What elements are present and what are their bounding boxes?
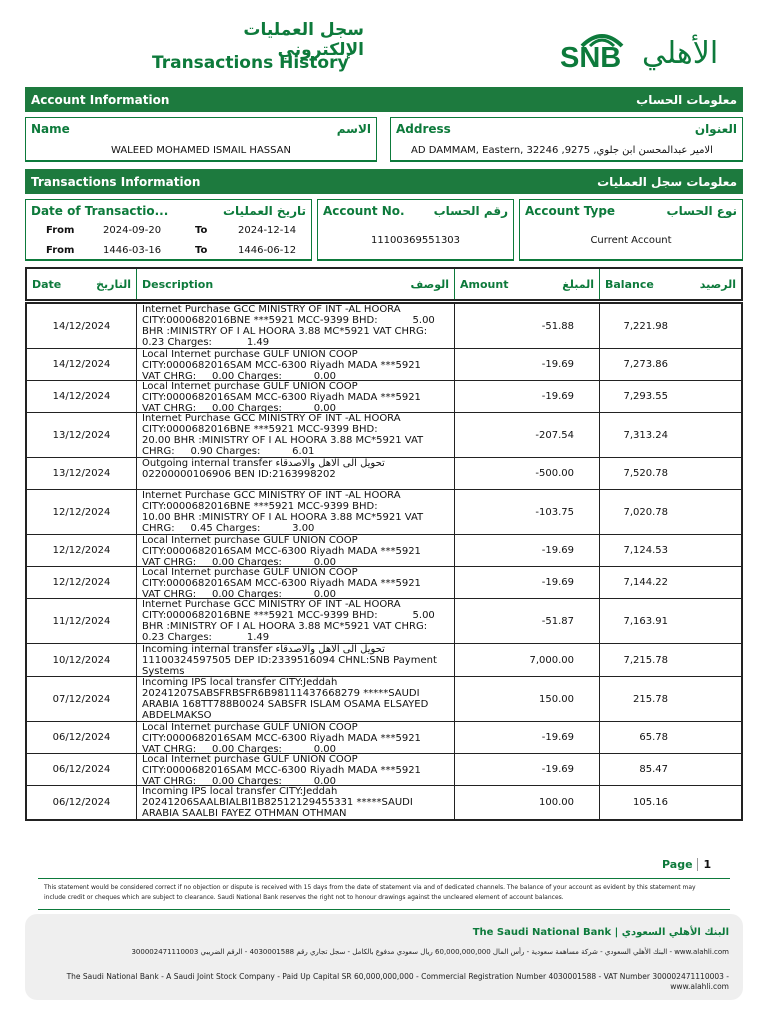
description-text: Local Internet purchase GULF UNION COOP CITY:0000682016SAM MCC-6300 Riyadh MADA ***5921 VAT CHRG: 0.00 Charges: 0.00 bbox=[142, 535, 421, 566]
cell-balance: 105.16 bbox=[633, 797, 668, 808]
page-title: Transactions History bbox=[152, 53, 349, 73]
footer-line-english: The Saudi National Bank - A Saudi Joint Stock Company - Paid Up Capital SR 60,000,000,000 - Commercial Registration Number 4030001588 - VAT Number 300002471110003 - www.alahli.com bbox=[66, 972, 729, 991]
transactions-information-bar bbox=[25, 169, 743, 194]
bar-label-en: Account Information bbox=[31, 92, 170, 107]
cell-balance: 215.78 bbox=[633, 693, 668, 705]
footer-bank-name: The Saudi National Bank | البنك الأهلي السعودي bbox=[472, 927, 729, 938]
date-range-box bbox=[25, 199, 312, 261]
cell-date: 07/12/2024 bbox=[27, 677, 137, 721]
cell-date: 12/12/2024 bbox=[27, 535, 137, 566]
snb-logo bbox=[560, 30, 732, 76]
description-text: Internet Purchase GCC MINISTRY OF INT -AL HOORA CITY:0000682016BNE ***5921 MCC-9399 BHD: 20.00 BHR :MINISTRY OF I AL HOORA 3.88 MC*5921 VAT CHRG: 0.90 Charges: 6.01 bbox=[142, 413, 424, 457]
cell-amount: 7,000.00 bbox=[455, 644, 600, 676]
bar-label-ar: معلومات الحساب bbox=[636, 92, 737, 107]
cell-amount: -103.75 bbox=[455, 490, 600, 534]
header-date-en: Date bbox=[32, 277, 62, 291]
table-row bbox=[27, 458, 741, 490]
cell-balance: 7,221.98 bbox=[623, 320, 668, 332]
name-box bbox=[25, 117, 377, 162]
table-row bbox=[27, 786, 741, 819]
description-text: Local Internet purchase GULF UNION COOP CITY:0000682016SAM MCC-6300 Riyadh MADA ***5921 VAT CHRG: 0.00 Charges: 0.00 bbox=[142, 722, 421, 753]
statement-disclaimer: This statement would be considered correct if no objection or dispute is received with 15 days from the date of statement via and of dedicated channels. The balance of your account as evident by this statement may include credit or cheques which are subject to clearance. Saudi National Bank reserves the right not to honour drawings against the uncleared element of account balances. bbox=[44, 884, 696, 901]
to-date-greg: 2024-12-14 bbox=[238, 225, 297, 236]
cell-amount: -19.69 bbox=[455, 535, 600, 566]
cell-description bbox=[137, 786, 455, 819]
cell-date: 06/12/2024 bbox=[27, 722, 137, 753]
header-balance bbox=[600, 269, 741, 299]
header-date bbox=[27, 269, 137, 299]
header-description-en: Description bbox=[142, 277, 214, 291]
cell-balance: 7,215.78 bbox=[623, 654, 668, 666]
name-label: Name bbox=[31, 122, 70, 136]
account-number-value: 11100369551303 bbox=[370, 235, 461, 246]
page-number bbox=[662, 858, 711, 871]
cell-balance: 7,144.22 bbox=[623, 577, 668, 588]
cell-amount: -500.00 bbox=[455, 458, 600, 489]
table-row bbox=[27, 644, 741, 677]
description-text: Local Internet purchase GULF UNION COOP CITY:0000682016SAM MCC-6300 Riyadh MADA ***5921 VAT CHRG: 0.00 Charges: 0.00 bbox=[142, 754, 421, 785]
account-type-value: Current Account bbox=[590, 235, 672, 246]
account-number-label-ar: رقم الحساب bbox=[433, 204, 508, 218]
cell-date: 14/12/2024 bbox=[27, 381, 137, 412]
cell-balance: 65.78 bbox=[639, 732, 668, 743]
table-row bbox=[27, 490, 741, 535]
table-row bbox=[27, 304, 741, 349]
description-text: Local Internet purchase GULF UNION COOP CITY:0000682016SAM MCC-6300 Riyadh MADA ***5921 VAT CHRG: 0.00 Charges: 0.00 bbox=[142, 567, 421, 598]
cell-date: 13/12/2024 bbox=[27, 458, 137, 489]
cell-balance: 7,163.91 bbox=[623, 615, 668, 627]
cell-balance: 7,020.78 bbox=[623, 506, 668, 518]
account-information-bar bbox=[25, 87, 743, 112]
cell-description bbox=[137, 754, 455, 785]
account-type-box bbox=[519, 199, 743, 261]
from-date-hijri: 1446-03-16 bbox=[103, 245, 162, 256]
cell-description bbox=[137, 567, 455, 598]
to-date-hijri: 1446-06-12 bbox=[238, 245, 297, 256]
cell-description bbox=[137, 304, 455, 348]
divider bbox=[38, 909, 730, 910]
address-box bbox=[390, 117, 743, 162]
table-header bbox=[25, 267, 743, 301]
cell-description bbox=[137, 490, 455, 534]
date-range-label: Date of Transactio... bbox=[31, 204, 169, 218]
date-range-label-ar: تاريخ العمليات bbox=[222, 204, 306, 218]
header-balance-en: Balance bbox=[605, 277, 654, 291]
cell-date: 10/12/2024 bbox=[27, 644, 137, 676]
to-label: To bbox=[195, 225, 208, 236]
name-value: WALEED MOHAMED ISMAIL HASSAN bbox=[111, 145, 291, 156]
cell-amount: 150.00 bbox=[455, 677, 600, 721]
cell-balance: 7,313.24 bbox=[623, 429, 668, 441]
header-amount-en: Amount bbox=[460, 277, 509, 291]
cell-date: 13/12/2024 bbox=[27, 413, 137, 457]
cell-date: 06/12/2024 bbox=[27, 754, 137, 785]
cell-description bbox=[137, 535, 455, 566]
from-label: From bbox=[46, 225, 75, 236]
cell-amount: -51.87 bbox=[455, 599, 600, 643]
table-row bbox=[27, 349, 741, 381]
header-description bbox=[137, 269, 455, 299]
cell-amount: 100.00 bbox=[455, 786, 600, 819]
page-title-arabic: سجل العمليات الإلكتروني bbox=[243, 20, 364, 60]
cell-description bbox=[137, 458, 455, 489]
cell-date: 12/12/2024 bbox=[27, 567, 137, 598]
cell-balance: 85.47 bbox=[639, 764, 668, 775]
divider bbox=[38, 878, 730, 879]
cell-description bbox=[137, 722, 455, 753]
header-date-ar: التاريخ bbox=[96, 277, 131, 291]
table-row bbox=[27, 381, 741, 413]
address-value: AD DAMMAM, Eastern, 32246 ,9275 ,الامير عبدالمحسن ابن جلوي bbox=[411, 145, 713, 156]
cell-date: 14/12/2024 bbox=[27, 304, 137, 348]
description-text: Internet Purchase GCC MINISTRY OF INT -AL HOORA CITY:0000682016BNE ***5921 MCC-9399 BHD: 5.00 BHR :MINISTRY OF I AL HOORA 3.88 MC*5921 VAT CHRG: 0.23 Charges: 1.49 bbox=[142, 304, 435, 348]
footer bbox=[25, 914, 743, 1000]
cell-amount: -19.69 bbox=[455, 349, 600, 380]
page-number-value: 1 bbox=[697, 858, 712, 871]
from-label: From bbox=[46, 245, 75, 256]
table-row bbox=[27, 677, 741, 722]
header-description-ar: الوصف bbox=[410, 277, 449, 291]
from-date-greg: 2024-09-20 bbox=[103, 225, 162, 236]
cell-balance: 7,273.86 bbox=[623, 359, 668, 370]
description-text: Internet Purchase GCC MINISTRY OF INT -AL HOORA CITY:0000682016BNE ***5921 MCC-9399 BHD: 5.00 BHR :MINISTRY OF I AL HOORA 3.88 MC*5921 VAT CHRG: 0.23 Charges: 1.49 bbox=[142, 599, 435, 643]
cell-description bbox=[137, 349, 455, 380]
cell-balance: 7,293.55 bbox=[623, 391, 668, 402]
table-row bbox=[27, 754, 741, 786]
address-label: Address bbox=[396, 122, 451, 136]
cell-amount: -207.54 bbox=[455, 413, 600, 457]
header-balance-ar: الرصيد bbox=[699, 277, 736, 291]
account-number-box bbox=[317, 199, 514, 261]
cell-amount: -19.69 bbox=[455, 567, 600, 598]
account-type-label-ar: نوع الحساب bbox=[666, 204, 737, 218]
table-row bbox=[27, 599, 741, 644]
cell-balance: 7,520.78 bbox=[623, 468, 668, 479]
cell-description bbox=[137, 413, 455, 457]
bar-label-en: Transactions Information bbox=[31, 174, 201, 189]
cell-date: 12/12/2024 bbox=[27, 490, 137, 534]
bar-label-ar: معلومات سجل العمليات bbox=[597, 174, 737, 189]
cell-description bbox=[137, 381, 455, 412]
cell-description bbox=[137, 644, 455, 676]
table-row bbox=[27, 567, 741, 599]
logo-text-en: SNB bbox=[560, 42, 622, 74]
description-text: Local Internet purchase GULF UNION COOP CITY:0000682016SAM MCC-6300 Riyadh MADA ***5921 VAT CHRG: 0.00 Charges: 0.00 bbox=[142, 349, 421, 380]
description-text: Internet Purchase GCC MINISTRY OF INT -AL HOORA CITY:0000682016BNE ***5921 MCC-9399 BHD: 10.00 BHR :MINISTRY OF I AL HOORA 3.88 MC*5921 VAT CHRG: 0.45 Charges: 3.00 bbox=[142, 490, 424, 534]
cell-amount: -19.69 bbox=[455, 754, 600, 785]
address-label-ar: العنوان bbox=[694, 122, 737, 136]
name-label-ar: الاسم bbox=[336, 122, 371, 136]
header-amount-ar: المبلغ bbox=[562, 277, 594, 291]
cell-date: 06/12/2024 bbox=[27, 786, 137, 819]
cell-description bbox=[137, 677, 455, 721]
description-text: Incoming IPS local transfer CITY:Jeddah 20241206SAALBIALBI1B82512129455331 *****SAUDI ARABIA SAALBI FAYEZ OTHMAN OTHMAN bbox=[142, 786, 413, 819]
account-type-label: Account Type bbox=[525, 204, 616, 218]
table-row bbox=[27, 413, 741, 458]
table-row bbox=[27, 535, 741, 567]
cell-date: 14/12/2024 bbox=[27, 349, 137, 380]
header-amount bbox=[455, 269, 600, 299]
footer-line-arabic: البنك الأهلي السعودي - شركة مساهمة سعودية - رأس المال 60,000,000,000 ريال سعودي مدفوع بالكامل - سجل تجاري رقم 4030001588 - الرقم الضريبي 300002471110003 - www.alahli.com bbox=[131, 948, 729, 956]
table-row bbox=[27, 722, 741, 754]
cell-balance: 7,124.53 bbox=[623, 545, 668, 556]
to-label: To bbox=[195, 245, 208, 256]
description-text: Outgoing internal transfer تحويل الى الاهل والاصدقاء 02200000106906 BEN ID:2163998202 bbox=[142, 458, 385, 480]
cell-description bbox=[137, 599, 455, 643]
description-text: Local Internet purchase GULF UNION COOP CITY:0000682016SAM MCC-6300 Riyadh MADA ***5921 VAT CHRG: 0.00 Charges: 0.00 bbox=[142, 381, 421, 412]
table-body bbox=[25, 302, 743, 821]
cell-date: 11/12/2024 bbox=[27, 599, 137, 643]
cell-amount: -19.69 bbox=[455, 381, 600, 412]
account-number-label: Account No. bbox=[323, 204, 405, 218]
description-text: Incoming IPS local transfer CITY:Jeddah 20241207SABSFRBSFR6B98111437668279 *****SAUDI ARABIA 168TT788B0024 SABSFR ISLAM OSAMA ELSAYED ABDELMAKSO bbox=[142, 677, 429, 721]
cell-amount: -19.69 bbox=[455, 722, 600, 753]
description-text: Incoming internal transfer تحويل الى الاهل والاصدقاء 11100324597505 DEP ID:2339516094 CHNL:SNB Payment Systems bbox=[142, 644, 437, 676]
page-label: Page bbox=[662, 858, 693, 871]
cell-amount: -51.88 bbox=[455, 304, 600, 348]
logo-text-ar: الأهلي bbox=[642, 36, 719, 71]
